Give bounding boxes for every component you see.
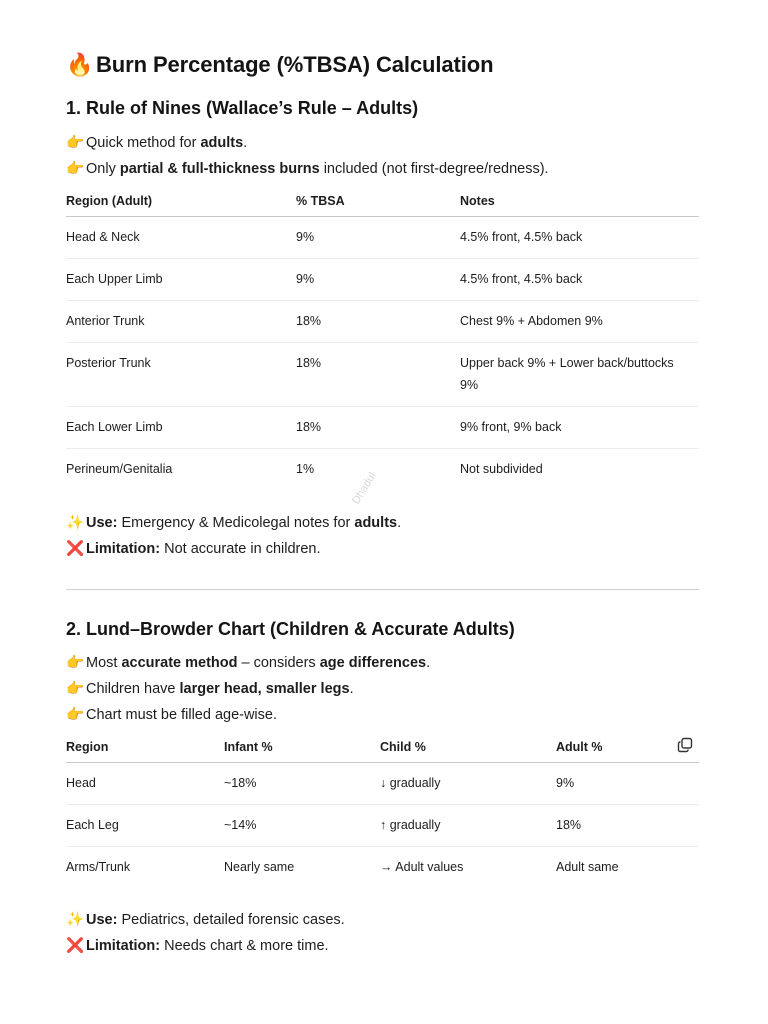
bullet-text-end: . bbox=[426, 655, 431, 671]
watermark: Dhadul bbox=[350, 470, 379, 507]
page-title bbox=[66, 52, 493, 78]
section2-limitation bbox=[66, 937, 329, 954]
table-cell: → Adult values bbox=[380, 860, 464, 874]
table-cell: Each Lower Limb bbox=[66, 420, 163, 434]
table-cell: ↓ gradually bbox=[380, 776, 441, 790]
table-cell: Anterior Trunk bbox=[66, 314, 145, 328]
use-label: Use: bbox=[86, 912, 118, 928]
table-cell-continued: 9% bbox=[460, 378, 479, 392]
table-cell: Each Upper Limb bbox=[66, 272, 163, 286]
table-cell: ~14% bbox=[224, 818, 257, 832]
fire-icon: 🔥 bbox=[66, 53, 94, 78]
sparkles-icon: ✨ bbox=[66, 912, 85, 928]
row-divider bbox=[66, 406, 699, 407]
table-header-notes: Notes bbox=[460, 194, 495, 208]
section1-use bbox=[66, 514, 401, 531]
table-cell: 18% bbox=[296, 420, 322, 434]
table-header-divider bbox=[66, 216, 699, 217]
section2-bullet1 bbox=[66, 654, 430, 671]
bullet-bold-text: accurate method bbox=[121, 655, 238, 671]
bullet-text: Quick method for bbox=[86, 135, 201, 151]
table-cell: 4.5% front, 4.5% back bbox=[460, 230, 583, 244]
section2-bullet3 bbox=[66, 706, 277, 723]
table-cell: Not subdivided bbox=[460, 462, 543, 476]
table-header-region: Region (Adult) bbox=[66, 194, 153, 208]
bullet-text: Chart must be filled age-wise. bbox=[86, 707, 277, 723]
table-cell: 18% bbox=[296, 356, 322, 370]
table-header-adult: Adult % bbox=[556, 740, 603, 754]
table-cell: ↑ gradually bbox=[380, 818, 441, 832]
table-cell: Chest 9% + Abdomen 9% bbox=[460, 314, 603, 328]
table-header-infant: Infant % bbox=[224, 740, 273, 754]
table-cell: 18% bbox=[556, 818, 582, 832]
table-cell: Each Leg bbox=[66, 818, 119, 832]
table-cell: Perineum/Genitalia bbox=[66, 462, 173, 476]
table-cell: Upper back 9% + Lower back/buttocks bbox=[460, 356, 674, 370]
copy-icon[interactable] bbox=[677, 737, 693, 753]
bullet-bold-text: partial & full-thickness burns bbox=[119, 161, 320, 177]
bullet-bold-text: larger head, smaller legs bbox=[179, 681, 350, 697]
use-text-end: . bbox=[397, 515, 402, 531]
bullet-bold-text: adults bbox=[200, 135, 244, 151]
section1-bullet1 bbox=[66, 134, 247, 151]
table-cell: Adult same bbox=[556, 860, 619, 874]
pointing-hand-icon: 👉 bbox=[66, 161, 85, 177]
bullet-bold-text: age differences bbox=[319, 655, 427, 671]
use-text: Pediatrics, detailed forensic cases. bbox=[117, 912, 345, 928]
limitation-label: Limitation: bbox=[86, 541, 161, 557]
row-divider bbox=[66, 846, 699, 847]
section1-limitation bbox=[66, 540, 321, 557]
table-cell: 18% bbox=[296, 314, 322, 328]
table-cell: ~18% bbox=[224, 776, 257, 790]
pointing-hand-icon: 👉 bbox=[66, 135, 85, 151]
table-cell: Head & Neck bbox=[66, 230, 140, 244]
limitation-label: Limitation: bbox=[86, 938, 161, 954]
use-label: Use: bbox=[86, 515, 118, 531]
row-divider bbox=[66, 258, 699, 259]
cross-mark-icon: ❌ bbox=[66, 938, 85, 954]
table-cell: 9% bbox=[556, 776, 575, 790]
bullet-text: Most bbox=[86, 655, 122, 671]
table-cell: Nearly same bbox=[224, 860, 295, 874]
bullet-text: Only bbox=[86, 161, 120, 177]
limitation-text: Needs chart & more time. bbox=[160, 938, 329, 954]
table-header-region: Region bbox=[66, 740, 109, 754]
table-cell: Arms/Trunk bbox=[66, 860, 131, 874]
table-header-child: Child % bbox=[380, 740, 426, 754]
pointing-hand-icon: 👉 bbox=[66, 655, 85, 671]
table-cell: 1% bbox=[296, 462, 315, 476]
use-bold-text: adults bbox=[354, 515, 398, 531]
limitation-text: Not accurate in children. bbox=[160, 541, 321, 557]
table-cell: 9% bbox=[296, 230, 315, 244]
table-cell: Posterior Trunk bbox=[66, 356, 151, 370]
row-divider bbox=[66, 342, 699, 343]
table-cell: 4.5% front, 4.5% back bbox=[460, 272, 583, 286]
bullet-text: Children have bbox=[86, 681, 180, 697]
table-header-tbsa: % TBSA bbox=[296, 194, 345, 208]
table-cell: 9% front, 9% back bbox=[460, 420, 562, 434]
table-cell: 9% bbox=[296, 272, 315, 286]
bullet-text-end: . bbox=[349, 681, 354, 697]
bullet-text-mid: – considers bbox=[237, 655, 320, 671]
cross-mark-icon: ❌ bbox=[66, 541, 85, 557]
table-cell: Head bbox=[66, 776, 96, 790]
sparkles-icon: ✨ bbox=[66, 515, 85, 531]
row-divider bbox=[66, 804, 699, 805]
section2-use bbox=[66, 911, 345, 928]
section2-bullet2 bbox=[66, 680, 354, 697]
row-divider bbox=[66, 300, 699, 301]
pointing-hand-icon: 👉 bbox=[66, 707, 85, 723]
page-title-text: Burn Percentage (%TBSA) Calculation bbox=[96, 52, 494, 77]
section1-bullet2 bbox=[66, 160, 549, 177]
table-header-divider bbox=[66, 762, 699, 763]
row-divider bbox=[66, 448, 699, 449]
pointing-hand-icon: 👉 bbox=[66, 681, 85, 697]
use-text: Emergency & Medicolegal notes for bbox=[117, 515, 355, 531]
section1-heading: 1. Rule of Nines (Wallace’s Rule – Adults) bbox=[66, 98, 419, 118]
bullet-text-end: . bbox=[243, 135, 248, 151]
section-divider bbox=[66, 589, 699, 590]
section2-heading: 2. Lund–Browder Chart (Children & Accurate Adults) bbox=[66, 619, 515, 639]
bullet-text-end: included (not first-degree/redness). bbox=[319, 161, 549, 177]
